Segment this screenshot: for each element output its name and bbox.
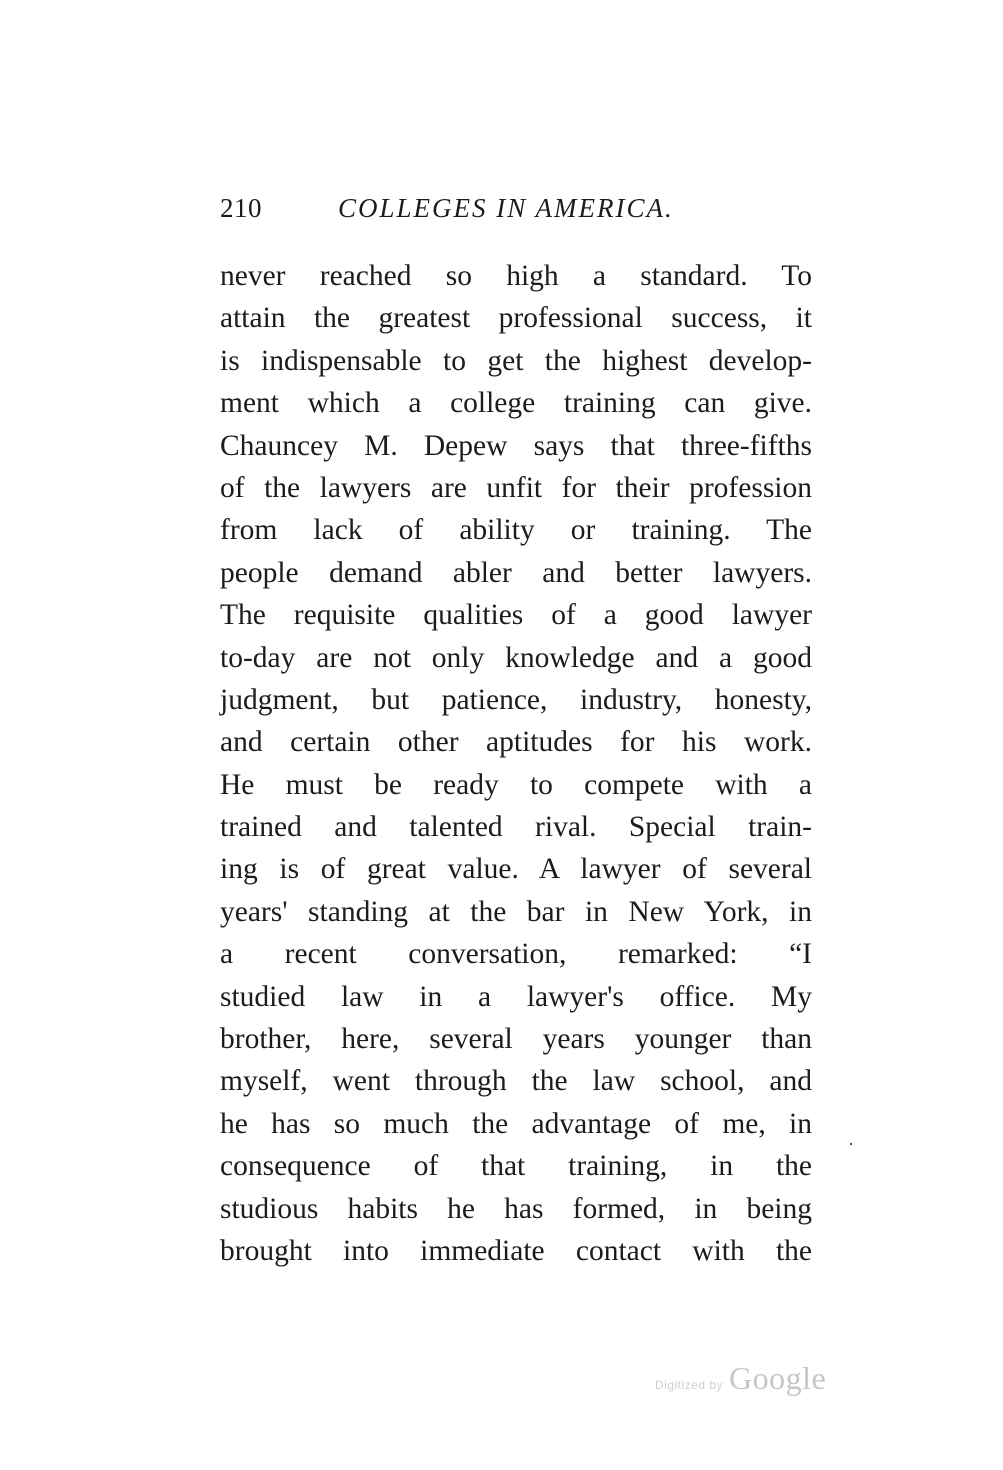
text-line: of the lawyers are unfit for their profession: [220, 471, 812, 504]
text-line: never reached so high a standard. To: [220, 260, 812, 292]
text-line: brother, here, several years younger than: [220, 1023, 812, 1056]
page-number: 210: [220, 193, 262, 223]
text-line: trained and talented rival. Special train-: [220, 811, 812, 844]
text-line: Chauncey M. Depew says that three-fifths: [220, 429, 812, 462]
text-line: consequence of that training, in the: [220, 1150, 812, 1183]
page-header: [220, 193, 820, 233]
text-line: brought into immediate contact with the: [220, 1234, 812, 1267]
text-line: The requisite qualities of a good lawyer: [220, 599, 812, 632]
text-line: He must be ready to compete with a: [220, 768, 812, 801]
text-line: myself, went through the law school, and: [220, 1065, 812, 1098]
text-line: years' standing at the bar in New York, in: [220, 895, 812, 928]
text-line: and certain other aptitudes for his work.: [220, 726, 812, 759]
text-line: to-day are not only knowledge and a good: [220, 641, 812, 674]
text-line: attain the greatest professional success, it: [220, 302, 812, 335]
scan-speck: [850, 1143, 852, 1145]
running-title: COLLEGES IN AMERICA.: [338, 193, 674, 223]
digitized-watermark: [655, 1360, 826, 1400]
google-logo: Google: [729, 1360, 827, 1396]
text-line: is indispensable to get the highest develop-: [220, 344, 812, 377]
text-line: from lack of ability or training. The: [220, 514, 812, 547]
text-line: people demand abler and better lawyers.: [220, 556, 812, 589]
text-line: he has so much the advantage of me, in: [220, 1107, 812, 1140]
text-line: studious habits he has formed, in being: [220, 1192, 812, 1225]
watermark-prefix: Digitized by: [655, 1378, 724, 1392]
text-line: a recent conversation, remarked: “I: [220, 938, 812, 971]
text-line: ment which a college training can give.: [220, 387, 812, 420]
text-line: ing is of great value. A lawyer of several: [220, 853, 812, 886]
text-line: judgment, but patience, industry, honesty,: [220, 683, 812, 716]
text-line: studied law in a lawyer's office. My: [220, 980, 812, 1013]
body-text: [220, 255, 812, 1272]
